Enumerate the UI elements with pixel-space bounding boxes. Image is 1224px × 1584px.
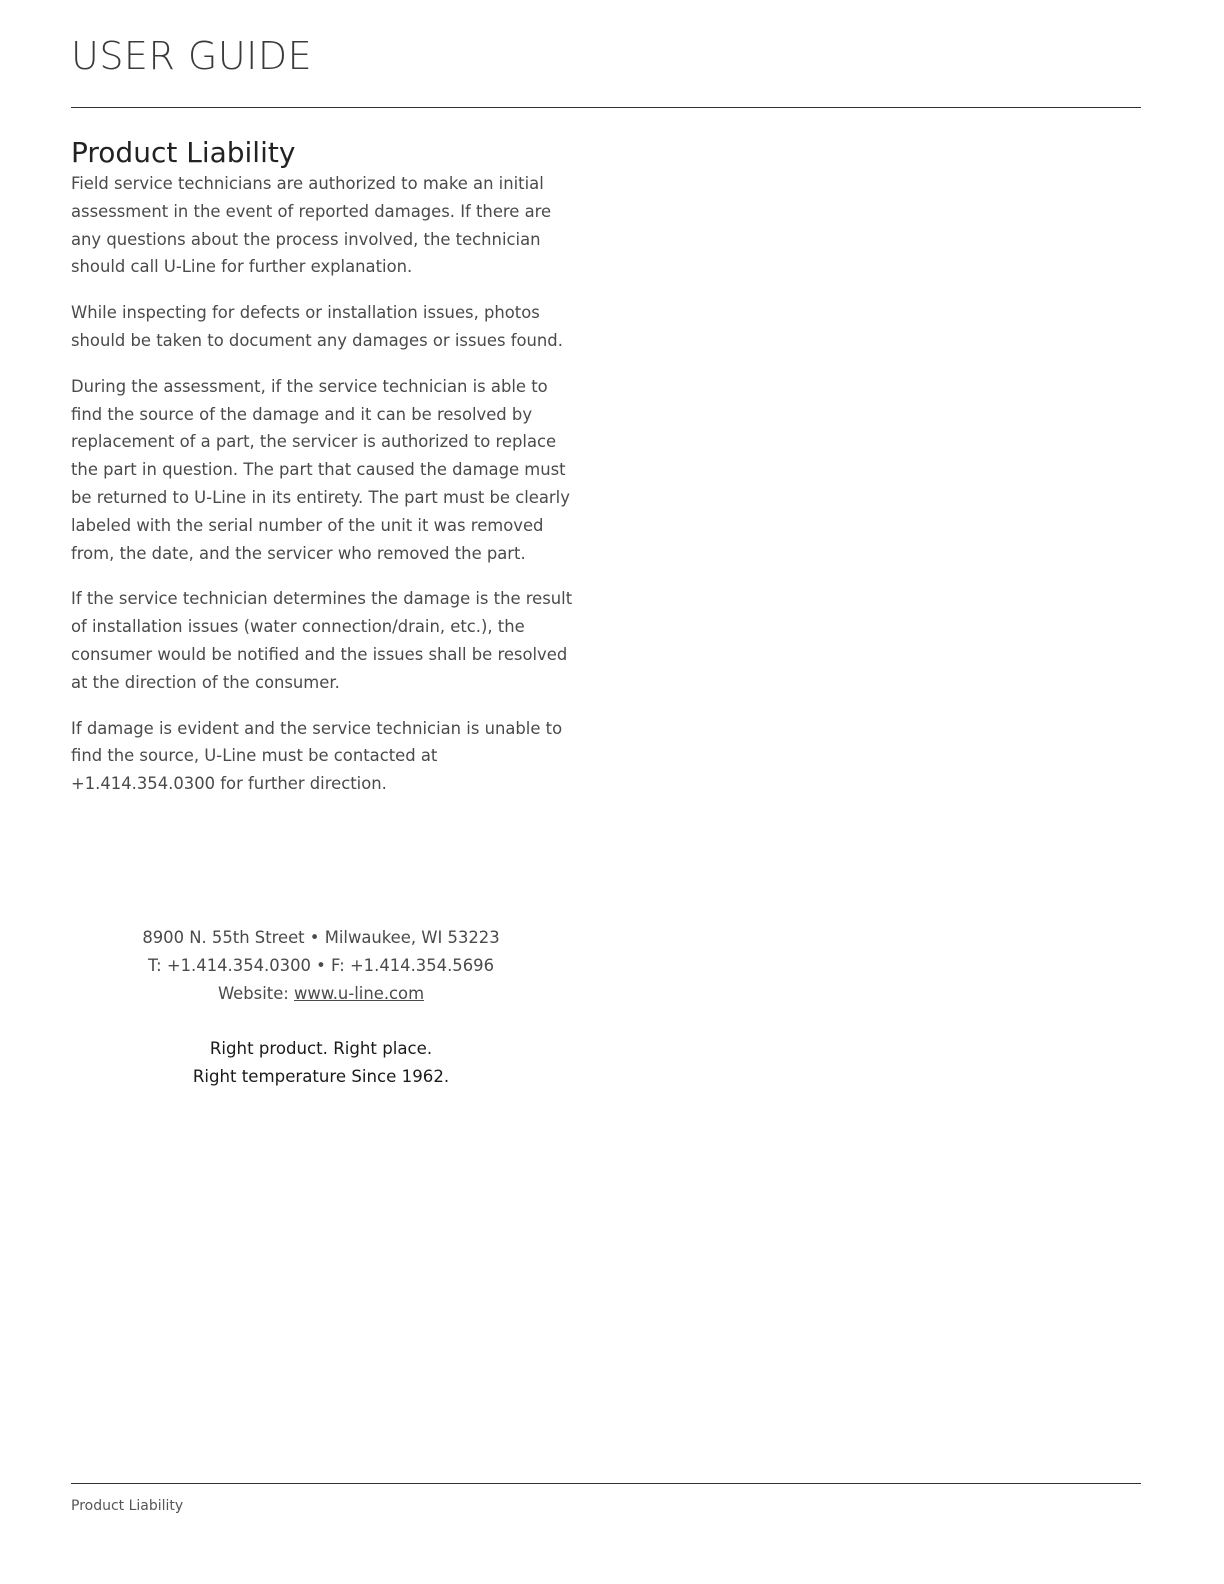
website-line bbox=[71, 980, 571, 1008]
footer-divider bbox=[71, 1483, 1141, 1484]
website-label: Website: bbox=[217, 983, 295, 1003]
phone-fax: T: +1.414.354.0300 • F: +1.414.354.5696 bbox=[147, 955, 495, 975]
paragraph: During the assessment, if the service technician is able to find the source of the damage and it can be resolved by replacement of a part, the servicer is authorized to replace the part in question. The part that caused the damage must be returned to U-Line in its entirety. The part must be clearly labeled with the serial number of the unit it was removed from, the date, and the servicer who removed the part. bbox=[71, 376, 570, 563]
section-heading: Product Liability bbox=[71, 136, 296, 169]
address: 8900 N. 55th Street • Milwaukee, WI 53223 bbox=[142, 928, 500, 947]
contact-block bbox=[71, 924, 571, 1007]
paragraph: While inspecting for defects or installation issues, photos should be taken to document any damages or issues found. bbox=[71, 303, 563, 350]
footer-section-label: Product Liability bbox=[71, 1498, 184, 1514]
tagline-line-2: Right temperature Since 1962. bbox=[192, 1066, 450, 1086]
section-body bbox=[71, 170, 581, 816]
document-title: USER GUIDE bbox=[71, 34, 313, 78]
paragraph: If damage is evident and the service technician is unable to find the source, U-Line must be contacted at +1.414.354.0300 for further direction. bbox=[71, 718, 563, 794]
paragraph: If the service technician determines the damage is the result of installation issues (water connection/drain, etc.), the consumer would be notified and the issues shall be resolved at the direction of the consumer. bbox=[71, 589, 573, 692]
tagline bbox=[71, 1035, 571, 1091]
tagline-line-1: Right product. Right place. bbox=[209, 1039, 433, 1058]
paragraph: Field service technicians are authorized to make an initial assessment in the event of reported damages. If there are any questions about the process involved, the technician should call U-Line for further explanation. bbox=[71, 174, 552, 277]
website-link[interactable]: www.u-line.com bbox=[294, 983, 425, 1003]
header-divider bbox=[71, 107, 1141, 108]
